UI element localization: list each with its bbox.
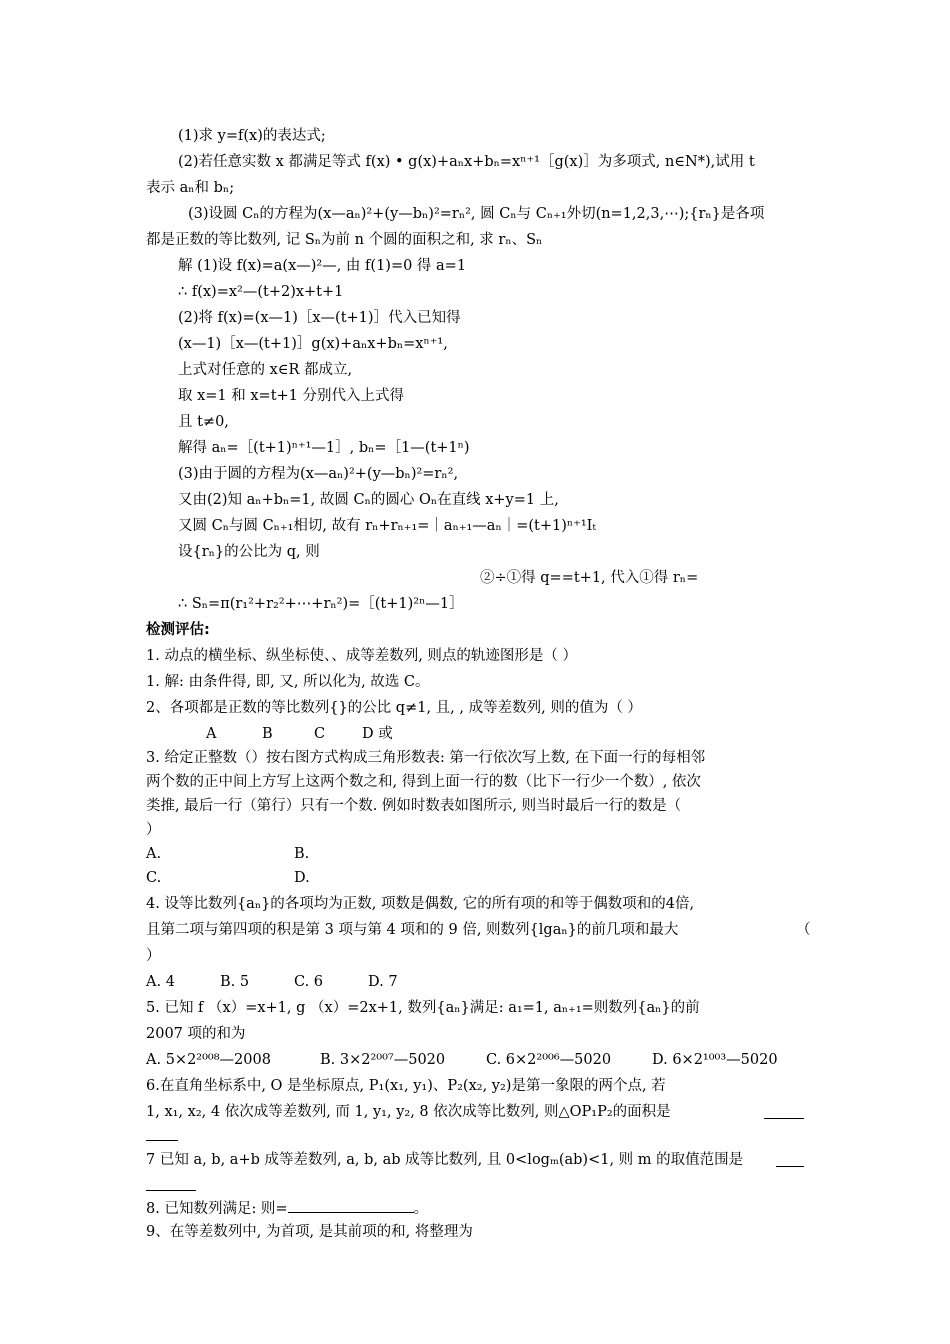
problem-7-answer-blank [776,1166,804,1167]
solution-step-5: 上式对任意的 x∈R 都成立, [178,362,353,378]
problem-3-line-3: 类推, 最后一行（第行）只有一个数. 例如时数表如图所示, 则当时最后一行的数是（ [146,798,682,814]
question-1: (1)求 y=f(x)的表达式; [178,128,326,144]
problem-5-option-b: B. 3×2²⁰⁰⁷—5020 [320,1052,446,1068]
problem-4-option-b: B. 5 [220,974,250,990]
question-3-line-2: 都是正数的等比数列, 记 Sₙ为前 n 个圆的面积之和, 求 rₙ、Sₙ [146,232,543,248]
problem-3-option-a: A. [146,846,162,862]
problem-4-paren-open: （ [796,922,811,938]
problem-7: 7 已知 a, b, a+b 成等差数列, a, b, ab 成等比数列, 且 0<logₘ(ab)<1, 则 m 的取值范围是 [146,1152,744,1168]
problem-7-answer-blank-cont [146,1190,196,1191]
problem-8-prefix: 8. 已知数列满足: 则= [146,1201,288,1217]
problem-9: 9、在等差数列中, 为首项, 是其前项的和, 将整理为 [146,1224,473,1240]
solution-step-12: 设{rₙ}的公比为 q, 则 [178,544,320,560]
problem-3-line-1: 3. 给定正整数（）按右图方式构成三角形数表: 第一行依次写上数, 在下面一行的每相邻 [146,750,706,766]
problem-4-line-1: 4. 设等比数列{aₙ}的各项均为正数, 项数是偶数, 它的所有项的和等于偶数项和的4倍, [146,896,695,912]
problem-5-option-c: C. 6×2²⁰⁰⁶—5020 [486,1052,612,1068]
problem-3-line-2: 两个数的正中间上方写上这两个数之和, 得到上面一行的数（比下一行少一个数）, 依次 [146,774,701,790]
problem-6-line-1: 6.在直角坐标系中, O 是坐标原点, P₁(x₁, y₁)、P₂(x₂, y₂)是第一象限的两个点, 若 [146,1078,666,1094]
problem-3-option-d: D. [294,870,310,886]
problem-6-line-2: 1, x₁, x₂, 4 依次成等差数列, 而 1, y₁, y₂, 8 依次成等比数列, 则△OP₁P₂的面积是 [146,1104,671,1120]
question-2-line-2: 表示 aₙ和 bₙ; [146,180,235,196]
problem-1-solution: 1. 解: 由条件得, 即, 又, 所以化为, 故选 C。 [146,674,430,690]
problem-2-option-a: A [206,726,217,742]
solution-step-3: (2)将 f(x)=(x—1)［x—(t+1)］代入已知得 [178,310,461,326]
solution-step-6: 取 x=1 和 x=t+1 分别代入上式得 [178,388,405,404]
solution-step-1: 解 (1)设 f(x)=a(x—)²—, 由 f(1)=0 得 a=1 [178,258,467,274]
problem-2-option-b: B [262,726,273,742]
problem-2-option-c: C [314,726,326,742]
solution-step-14: ∴ Sₙ=π(r₁²+r₂²+⋯+rₙ²)=［(t+1)²ⁿ—1］ [178,596,464,612]
problem-6-answer-blank-cont [146,1140,178,1141]
problem-3-line-4: ） [146,822,161,838]
problem-8 [146,1198,428,1219]
problem-4-option-a: A. 4 [146,974,175,990]
question-2-line-1: (2)若任意实数 x 都满足等式 f(x) • g(x)+aₙx+bₙ=xⁿ⁺¹［g(x)］为多项式, n∈N*),试用 t [178,154,755,170]
problem-6-answer-blank [764,1118,804,1119]
problem-8-answer-blank [288,1198,414,1213]
problem-3-option-c: C. [146,870,162,886]
problem-5-option-d: D. 6×2¹⁰⁰³—5020 [652,1052,778,1068]
solution-step-4: (x—1)［x—(t+1)］g(x)+aₙx+bₙ=xⁿ⁺¹, [178,336,448,352]
problem-8-suffix: 。 [413,1201,429,1217]
problem-2-option-d: D 或 [362,726,393,742]
solution-step-2: ∴ f(x)=x²—(t+2)x+t+1 [178,284,344,300]
problem-5-line-1: 5. 已知 f （x）=x+1, g （x）=2x+1, 数列{aₙ}满足: a₁=1, aₙ₊₁=则数列{aₙ}的前 [146,1000,700,1016]
solution-step-8: 解得 aₙ=［(t+1)ⁿ⁺¹—1］, bₙ=［1—(t+1ⁿ) [178,440,470,456]
problem-2: 2、各项都是正数的等比数列{}的公比 q≠1, 且, , 成等差数列, 则的值为（ ） [146,700,642,716]
solution-step-9: (3)由于圆的方程为(x—aₙ)²+(y—bₙ)²=rₙ², [178,466,459,482]
solution-step-10: 又由(2)知 aₙ+bₙ=1, 故圆 Cₙ的圆心 Oₙ在直线 x+y=1 上, [178,492,559,508]
solution-step-7: 且 t≠0, [178,414,229,430]
problem-1: 1. 动点的横坐标、纵坐标使、、成等差数列, 则点的轨迹图形是（ ） [146,648,578,664]
problem-4-option-c: C. 6 [294,974,324,990]
problem-3-option-b: B. [294,846,310,862]
solution-step-11: 又圆 Cₙ与圆 Cₙ₊₁相切, 故有 rₙ+rₙ₊₁=｜aₙ₊₁—aₙ｜=(t+1)ⁿ⁺¹Iₜ [178,518,596,534]
problem-4-option-d: D. 7 [368,974,398,990]
problem-4-line-2: 且第二项与第四项的积是第 3 项与第 4 项和的 9 倍, 则数列{lgaₙ}的前几项和最大 [146,922,679,938]
evaluation-heading: 检测评估: [146,622,210,638]
problem-5-option-a: A. 5×2²⁰⁰⁸—2008 [146,1052,271,1068]
question-3-line-1: (3)设圆 Cₙ的方程为(x—aₙ)²+(y—bₙ)²=rₙ², 圆 Cₙ与 Cₙ₊₁外切(n=1,2,3,⋯);{rₙ}是各项 [188,206,765,222]
solution-step-13: ②÷①得 q==t+1, 代入①得 rₙ= [480,570,699,586]
problem-4-line-3: ） [146,948,161,964]
problem-5-line-2: 2007 项的和为 [146,1026,246,1042]
